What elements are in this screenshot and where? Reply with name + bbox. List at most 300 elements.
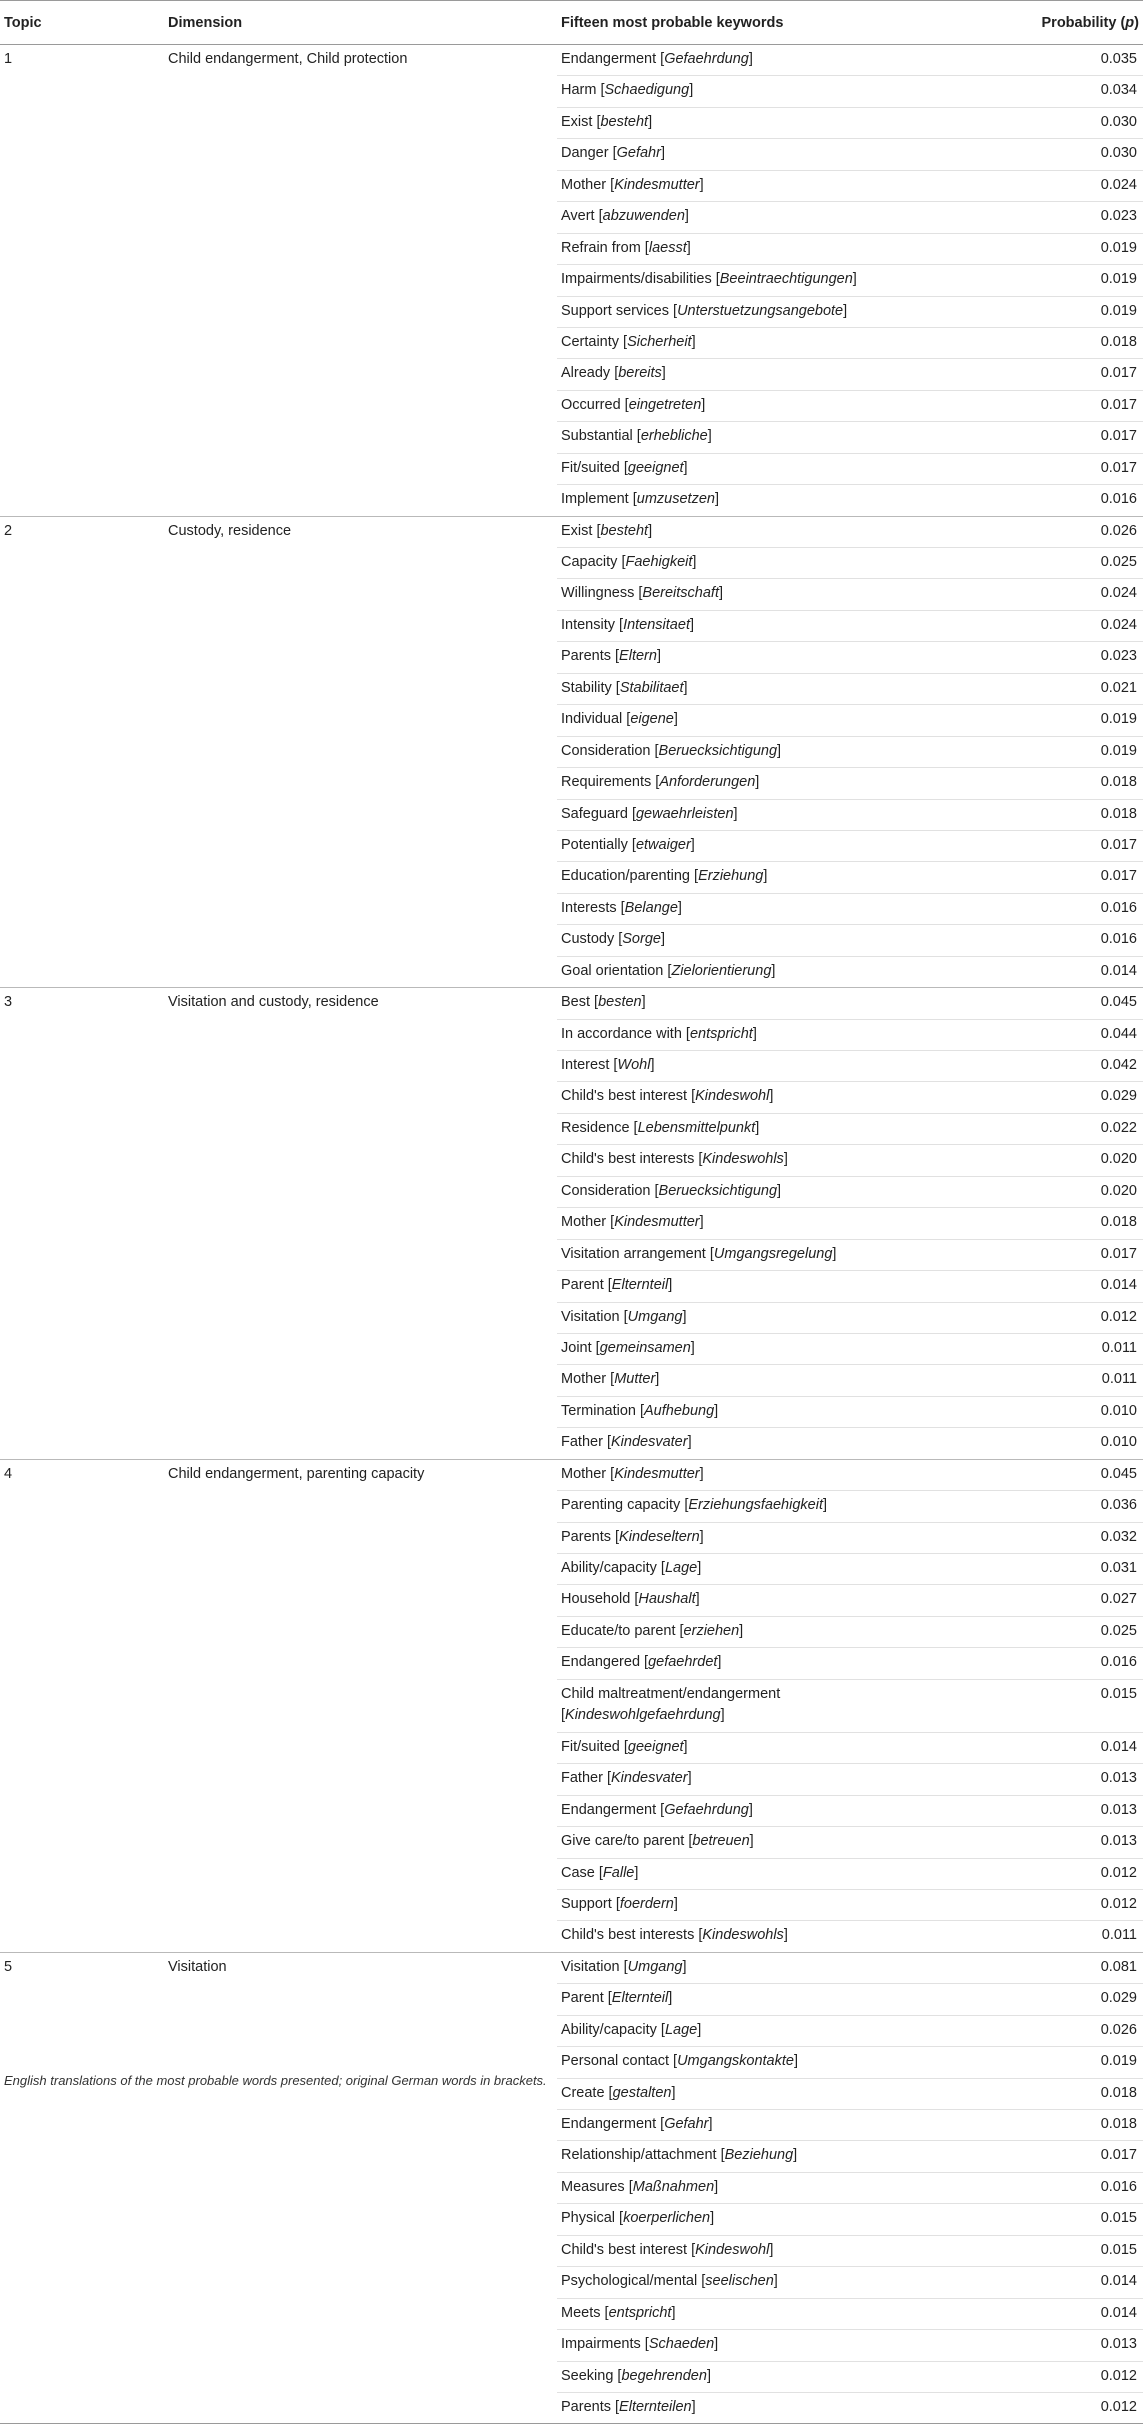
keyword-cell: Capacity [Faehigkeit] (557, 548, 1010, 579)
table-row (0, 2392, 1143, 2423)
keyword-german: Schaeden (648, 2336, 715, 2353)
probability-cell: 0.017 (1010, 422, 1143, 453)
keyword-english: Personal contact (561, 2053, 670, 2070)
table-row (0, 170, 1143, 201)
topic-cell (0, 202, 164, 233)
dimension-cell (164, 1984, 557, 2015)
keyword-english: Harm (561, 82, 597, 99)
probability-cell: 0.010 (1010, 1396, 1143, 1427)
dimension-cell (164, 1827, 557, 1858)
keyword-cell: Substantial [erhebliche] (557, 422, 1010, 453)
dimension-cell (164, 862, 557, 893)
topic-cell (0, 1795, 164, 1826)
dimension-cell (164, 265, 557, 296)
keyword-german: Erziehungsfaehigkeit (688, 1497, 823, 1514)
topic-cell (0, 2298, 164, 2329)
dimension-cell (164, 1522, 557, 1553)
topic-cell (0, 642, 164, 673)
keyword-english: Intensity (561, 616, 615, 633)
probability-cell: 0.017 (1010, 2141, 1143, 2172)
dimension-cell (164, 893, 557, 924)
dimension-cell (164, 2298, 557, 2329)
probability-cell: 0.019 (1010, 296, 1143, 327)
dimension-cell (164, 422, 557, 453)
dimension-cell (164, 2392, 557, 2423)
keyword-english: Parents (561, 648, 611, 665)
keyword-cell: Psychological/mental [seelischen] (557, 2267, 1010, 2298)
dimension-cell (164, 202, 557, 233)
keyword-english: Substantial (561, 428, 633, 445)
probability-cell: 0.011 (1010, 1365, 1143, 1396)
keyword-german: Belange (624, 899, 678, 916)
keyword-german: Stabilitaet (619, 679, 684, 696)
dimension-cell (164, 1585, 557, 1616)
keyword-cell: Exist [besteht] (557, 516, 1010, 547)
keyword-english: Child's best interest (561, 2241, 688, 2258)
probability-cell: 0.030 (1010, 139, 1143, 170)
topic-cell (0, 673, 164, 704)
keyword-english: Danger (561, 145, 609, 162)
keyword-cell: Education/parenting [Erziehung] (557, 862, 1010, 893)
keyword-english: Certainty (561, 333, 620, 350)
table-row (0, 2361, 1143, 2392)
topic-cell (0, 2392, 164, 2423)
table-row (0, 705, 1143, 736)
table-row (0, 1302, 1143, 1333)
keyword-english: Endangered (561, 1654, 641, 1671)
header-probability (1010, 1, 1143, 45)
keyword-cell: Best [besten] (557, 988, 1010, 1019)
topic-cell (0, 1648, 164, 1679)
keyword-cell: Child's best interest [Kindeswohl] (557, 1082, 1010, 1113)
keyword-german: Lebensmittelpunkt (637, 1119, 756, 1136)
keyword-english: Parenting capacity (561, 1497, 681, 1514)
keyword-cell: Certainty [Sicherheit] (557, 327, 1010, 358)
keyword-english: Safeguard (561, 805, 628, 822)
probability-cell: 0.018 (1010, 327, 1143, 358)
dimension-cell (164, 705, 557, 736)
keyword-cell: Parents [Elternteilen] (557, 2392, 1010, 2423)
keyword-german: Beruecksichtigung (658, 742, 778, 759)
keyword-german: Intensitaet (623, 616, 690, 633)
keyword-english: Seeking (561, 2367, 614, 2384)
keyword-english: Willingness (561, 585, 635, 602)
dimension-cell (164, 1113, 557, 1144)
probability-cell: 0.023 (1010, 642, 1143, 673)
keyword-german: Kindeswohl (695, 1088, 770, 1105)
keyword-german: Elternteil (611, 1277, 669, 1294)
keyword-english: Residence (561, 1119, 630, 1136)
dimension-cell (164, 1239, 557, 1270)
keyword-german: geeignet (627, 459, 684, 476)
keyword-cell: Child's best interests [Kindeswohls] (557, 1921, 1010, 1952)
dimension-cell (164, 2330, 557, 2361)
keyword-german: Wohl (617, 1057, 651, 1073)
probability-cell: 0.017 (1010, 1239, 1143, 1270)
table-row (0, 925, 1143, 956)
topic-cell (0, 1679, 164, 1732)
topic-cell (0, 799, 164, 830)
keyword-german: begehrenden (621, 2367, 707, 2384)
keyword-english: Meets (561, 2304, 601, 2321)
dimension-cell (164, 453, 557, 484)
topic-cell (0, 1428, 164, 1459)
topic-cell (0, 422, 164, 453)
probability-cell: 0.018 (1010, 2078, 1143, 2109)
keyword-german: Bereitschaft (642, 585, 719, 602)
dimension-cell (164, 359, 557, 390)
topic-cell (0, 830, 164, 861)
topic-cell (0, 170, 164, 201)
keyword-english: Endangerment (561, 2116, 657, 2132)
topic-cell (0, 390, 164, 421)
topic-cell (0, 1889, 164, 1920)
keyword-english: Joint (561, 1339, 592, 1356)
keyword-english: Endangerment (561, 1801, 657, 1818)
keyword-cell: Personal contact [Umgangskontakte] (557, 2047, 1010, 2078)
keyword-cell: Interest [Wohl] (557, 1051, 1010, 1082)
keyword-german: Gefaehrdung (664, 1801, 749, 1818)
keyword-german: Schaedigung (604, 82, 690, 99)
probability-cell: 0.015 (1010, 1679, 1143, 1732)
keyword-english: Occurred (561, 396, 621, 413)
dimension-cell (164, 1554, 557, 1585)
probability-cell: 0.030 (1010, 107, 1143, 138)
keyword-english: Educate/to parent (561, 1622, 676, 1639)
keyword-english: Ability/capacity (561, 2021, 657, 2038)
keyword-english: Fit/suited (561, 459, 620, 476)
keyword-cell: In accordance with [entspricht] (557, 1019, 1010, 1050)
keyword-cell: Create [gestalten] (557, 2078, 1010, 2109)
table-row (0, 1732, 1143, 1763)
keyword-german: umzusetzen (636, 491, 715, 508)
topic-cell (0, 1732, 164, 1763)
dimension-cell (164, 1648, 557, 1679)
topic-cell (0, 862, 164, 893)
dimension-cell (164, 1365, 557, 1396)
keyword-english: Give care/to parent (561, 1833, 685, 1850)
keyword-cell: Potentially [etwaiger] (557, 830, 1010, 861)
table-row (0, 2141, 1143, 2172)
topic-cell (0, 1616, 164, 1647)
dimension-cell (164, 1764, 557, 1795)
header-probability-close: ) (1134, 14, 1139, 31)
keyword-german: Kindeswohl (695, 2241, 770, 2258)
dimension-cell (164, 139, 557, 170)
keyword-german: Eltern (619, 648, 657, 665)
probability-cell: 0.019 (1010, 736, 1143, 767)
keyword-german: Lage (664, 2021, 698, 2038)
probability-cell: 0.019 (1010, 2047, 1143, 2078)
table-row (0, 1952, 1143, 1983)
keyword-german: Aufhebung (644, 1402, 715, 1419)
keyword-cell: Residence [Lebensmittelpunkt] (557, 1113, 1010, 1144)
keyword-german: Kindeswohls (702, 1151, 784, 1168)
topic-cell (0, 2267, 164, 2298)
probability-cell: 0.021 (1010, 673, 1143, 704)
header-probability-label: Probability ( (1041, 14, 1126, 31)
dimension-cell (164, 390, 557, 421)
keyword-cell: Mother [Kindesmutter] (557, 1208, 1010, 1239)
dimension-cell (164, 1176, 557, 1207)
probability-cell: 0.027 (1010, 1585, 1143, 1616)
probability-cell: 0.010 (1010, 1428, 1143, 1459)
table-row (0, 768, 1143, 799)
keyword-english: Exist (561, 113, 593, 130)
topic-cell: 1 (0, 45, 164, 76)
table-row (0, 485, 1143, 516)
probability-cell: 0.012 (1010, 2361, 1143, 2392)
keyword-german: besteht (600, 522, 649, 539)
table-row (0, 1113, 1143, 1144)
keyword-cell: Mother [Kindesmutter] (557, 1459, 1010, 1490)
dimension-cell (164, 1271, 557, 1302)
table-row (0, 1554, 1143, 1585)
keyword-german: erziehen (683, 1622, 740, 1639)
keyword-english: Avert (561, 208, 595, 225)
probability-cell: 0.017 (1010, 453, 1143, 484)
topic-cell (0, 1522, 164, 1553)
topic-cell (0, 610, 164, 641)
keyword-german: Unterstuetzungsangebote (677, 302, 844, 319)
topic-cell: 4 (0, 1459, 164, 1490)
keyword-german: Faehigkeit (625, 554, 693, 570)
keyword-english: Relationship/attachment (561, 2147, 717, 2164)
probability-cell: 0.026 (1010, 516, 1143, 547)
keyword-german: bereits (618, 365, 662, 382)
probability-cell: 0.045 (1010, 1459, 1143, 1490)
probability-cell: 0.014 (1010, 1271, 1143, 1302)
probability-cell: 0.025 (1010, 1616, 1143, 1647)
dimension-cell (164, 107, 557, 138)
dimension-cell (164, 1858, 557, 1889)
table-row (0, 1889, 1143, 1920)
keyword-german: Haushalt (638, 1591, 696, 1608)
probability-cell: 0.042 (1010, 1051, 1143, 1082)
keyword-english: Termination (561, 1402, 636, 1419)
keyword-english: Endangerment (561, 51, 657, 67)
keyword-german: etwaiger (635, 836, 691, 853)
probability-cell: 0.026 (1010, 2015, 1143, 2046)
keyword-english: Impairments/disabilities (561, 271, 712, 288)
keyword-english: Child's best interest (561, 1088, 688, 1105)
keyword-german: Elternteil (611, 1990, 669, 2007)
keyword-english: Mother (561, 1371, 607, 1388)
dimension-cell (164, 327, 557, 358)
table-row (0, 1208, 1143, 1239)
topic-cell (0, 107, 164, 138)
probability-cell: 0.017 (1010, 390, 1143, 421)
keyword-cell: Father [Kindesvater] (557, 1764, 1010, 1795)
dimension-cell (164, 610, 557, 641)
table-row (0, 893, 1143, 924)
table-row (0, 2110, 1143, 2141)
keyword-german: Zielorientierung (671, 962, 772, 979)
keyword-cell: Visitation arrangement [Umgangsregelung] (557, 1239, 1010, 1270)
keyword-cell: Fit/suited [geeignet] (557, 1732, 1010, 1763)
keyword-english: Parents (561, 2398, 611, 2415)
table-row (0, 233, 1143, 264)
keyword-cell: Safeguard [gewaehrleisten] (557, 799, 1010, 830)
table-row (0, 2235, 1143, 2266)
keyword-english: Implement (561, 491, 629, 508)
table-row (0, 862, 1143, 893)
probability-cell: 0.034 (1010, 76, 1143, 107)
topic-cell (0, 1239, 164, 1270)
topic-cell (0, 925, 164, 956)
topic-cell (0, 1302, 164, 1333)
dimension-cell (164, 799, 557, 830)
table-row (0, 2204, 1143, 2235)
keyword-cell: Refrain from [laesst] (557, 233, 1010, 264)
keyword-german: Umgang (627, 1958, 683, 1975)
dimension-cell (164, 1051, 557, 1082)
keyword-german: Mutter (614, 1371, 656, 1388)
dimension-cell (164, 2361, 557, 2392)
keyword-english: Goal orientation (561, 962, 664, 979)
dimension-cell: Child endangerment, parenting capacity (164, 1459, 557, 1490)
table-row (0, 265, 1143, 296)
keyword-german: Kindesmutter (614, 176, 700, 193)
keyword-cell: Measures [Maßnahmen] (557, 2172, 1010, 2203)
keyword-cell: Endangerment [Gefaehrdung] (557, 1795, 1010, 1826)
dimension-cell (164, 2141, 557, 2172)
keyword-german: gewaehrleisten (635, 805, 734, 822)
keyword-german: Falle (602, 1864, 635, 1881)
dimension-cell (164, 1082, 557, 1113)
keyword-english: Mother (561, 1465, 607, 1482)
keyword-german: Kindesvater (610, 1434, 688, 1451)
probability-cell: 0.025 (1010, 548, 1143, 579)
table-row (0, 956, 1143, 987)
topic-cell (0, 2235, 164, 2266)
dimension-cell (164, 2235, 557, 2266)
table-row (0, 327, 1143, 358)
probability-cell: 0.044 (1010, 1019, 1143, 1050)
keyword-english: Visitation arrangement (561, 1245, 706, 1262)
table-row (0, 296, 1143, 327)
probability-cell: 0.016 (1010, 485, 1143, 516)
table-row (0, 45, 1143, 76)
table-row (0, 1921, 1143, 1952)
keyword-english: Individual (561, 711, 623, 728)
topic-cell (0, 705, 164, 736)
dimension-cell (164, 925, 557, 956)
probability-cell: 0.017 (1010, 862, 1143, 893)
keyword-english: Case (561, 1864, 595, 1881)
probability-cell: 0.019 (1010, 233, 1143, 264)
keyword-english: Visitation (561, 1308, 620, 1325)
keyword-german: Elternteilen (619, 2398, 692, 2415)
table-row (0, 2015, 1143, 2046)
probability-cell: 0.045 (1010, 988, 1143, 1019)
probability-cell: 0.013 (1010, 2330, 1143, 2361)
topic-cell (0, 453, 164, 484)
probability-cell: 0.012 (1010, 2392, 1143, 2423)
probability-cell: 0.029 (1010, 1984, 1143, 2015)
keyword-cell: Exist [besteht] (557, 107, 1010, 138)
table-row (0, 1858, 1143, 1889)
topic-cell (0, 1145, 164, 1176)
table-row (0, 1827, 1143, 1858)
keyword-german: Umgangsregelung (713, 1245, 833, 1262)
dimension-cell (164, 736, 557, 767)
table-row (0, 1145, 1143, 1176)
keyword-english: Support (561, 1895, 612, 1912)
probability-cell: 0.018 (1010, 799, 1143, 830)
probability-cell: 0.014 (1010, 1732, 1143, 1763)
keyword-german: Sorge (622, 931, 661, 948)
keyword-english: Psychological/mental (561, 2273, 698, 2290)
keyword-cell: Fit/suited [geeignet] (557, 453, 1010, 484)
table-row (0, 1679, 1143, 1732)
keyword-german: Beziehung (724, 2147, 794, 2164)
keyword-cell: Intensity [Intensitaet] (557, 610, 1010, 641)
table-row (0, 988, 1143, 1019)
keyword-cell: Custody [Sorge] (557, 925, 1010, 956)
keyword-english: Parent (561, 1277, 604, 1294)
keyword-cell: Termination [Aufhebung] (557, 1396, 1010, 1427)
topic-cell (0, 768, 164, 799)
topic-cell (0, 359, 164, 390)
dimension-cell: Visitation and custody, residence (164, 988, 557, 1019)
dimension-cell (164, 1302, 557, 1333)
keyword-english: In accordance with (561, 1025, 682, 1042)
table-row (0, 1459, 1143, 1490)
table-row (0, 202, 1143, 233)
keyword-cell: Danger [Gefahr] (557, 139, 1010, 170)
table-row (0, 799, 1143, 830)
topic-cell (0, 2204, 164, 2235)
topic-cell (0, 548, 164, 579)
topic-cell (0, 2361, 164, 2392)
table-row (0, 2330, 1143, 2361)
keyword-german: Kindesvater (610, 1770, 688, 1787)
dimension-cell: Custody, residence (164, 516, 557, 547)
keyword-german: entspricht (689, 1025, 753, 1042)
keyword-cell: Impairments/disabilities [Beeintraechtigungen] (557, 265, 1010, 296)
table-row (0, 1019, 1143, 1050)
probability-cell: 0.020 (1010, 1176, 1143, 1207)
keyword-english: Father (561, 1434, 603, 1451)
table-row (0, 1239, 1143, 1270)
probability-cell: 0.018 (1010, 1208, 1143, 1239)
table-row (0, 1396, 1143, 1427)
probability-cell: 0.024 (1010, 170, 1143, 201)
keyword-cell: Interests [Belange] (557, 893, 1010, 924)
table-row (0, 516, 1143, 547)
keyword-cell: Consideration [Beruecksichtigung] (557, 1176, 1010, 1207)
keyword-cell: Requirements [Anforderungen] (557, 768, 1010, 799)
keyword-german: besten (598, 994, 642, 1011)
keyword-german: besteht (600, 113, 649, 130)
keyword-english: Impairments (561, 2336, 641, 2353)
dimension-cell (164, 1019, 557, 1050)
dimension-cell (164, 2110, 557, 2141)
topic-cell (0, 485, 164, 516)
probability-cell: 0.016 (1010, 893, 1143, 924)
keyword-german: Gefahr (664, 2116, 709, 2132)
probability-cell: 0.014 (1010, 2298, 1143, 2329)
keyword-cell: Parent [Elternteil] (557, 1984, 1010, 2015)
table-row (0, 1428, 1143, 1459)
topic-cell (0, 579, 164, 610)
dimension-cell (164, 1889, 557, 1920)
keyword-cell: Educate/to parent [erziehen] (557, 1616, 1010, 1647)
topic-cell (0, 1396, 164, 1427)
probability-cell: 0.081 (1010, 1952, 1143, 1983)
dimension-cell (164, 1491, 557, 1522)
